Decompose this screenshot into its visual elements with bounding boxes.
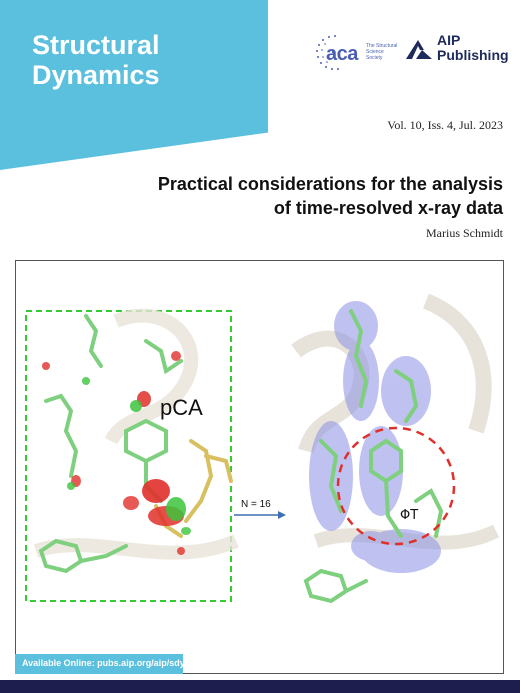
- arrow-label: N = 16: [241, 499, 271, 510]
- difference-density: [42, 351, 191, 555]
- aca-subtitle: [366, 43, 397, 61]
- aip-logo-icon: [404, 38, 434, 60]
- cover-figure: [15, 260, 504, 674]
- aip-line2: Publishing: [437, 47, 509, 63]
- online-link[interactable]: Available Online: pubs.aip.org/aip/sdy: [22, 658, 185, 668]
- pca-label: pCA: [160, 395, 203, 420]
- aip-wordmark: [437, 33, 509, 63]
- aca-wordmark: aca: [326, 43, 358, 65]
- article-title: [158, 172, 503, 220]
- aca-sub-line1: The Structural: [366, 43, 398, 49]
- journal-title: [32, 30, 160, 90]
- journal-title-line1: Structural: [32, 30, 160, 60]
- footer-bar: [0, 680, 520, 693]
- aca-sub-line2: Science: [366, 49, 384, 55]
- article-title-line1: Practical considerations for the analysis: [157, 174, 503, 194]
- journal-title-line2: Dynamics: [32, 60, 160, 90]
- phi-label: ΦT: [400, 508, 419, 523]
- aca-sub-line3: Society: [366, 55, 383, 61]
- arrow-head-icon: [278, 511, 286, 519]
- aip-line1: AIP: [437, 32, 461, 48]
- left-sticks: [41, 316, 181, 571]
- cover-figure-illustration: [16, 261, 504, 674]
- issue-info: Vol. 10, Iss. 4, Jul. 2023: [387, 118, 503, 132]
- article-author: Marius Schmidt: [426, 226, 503, 240]
- article-title-line2: of time-resolved x-ray data: [273, 198, 503, 218]
